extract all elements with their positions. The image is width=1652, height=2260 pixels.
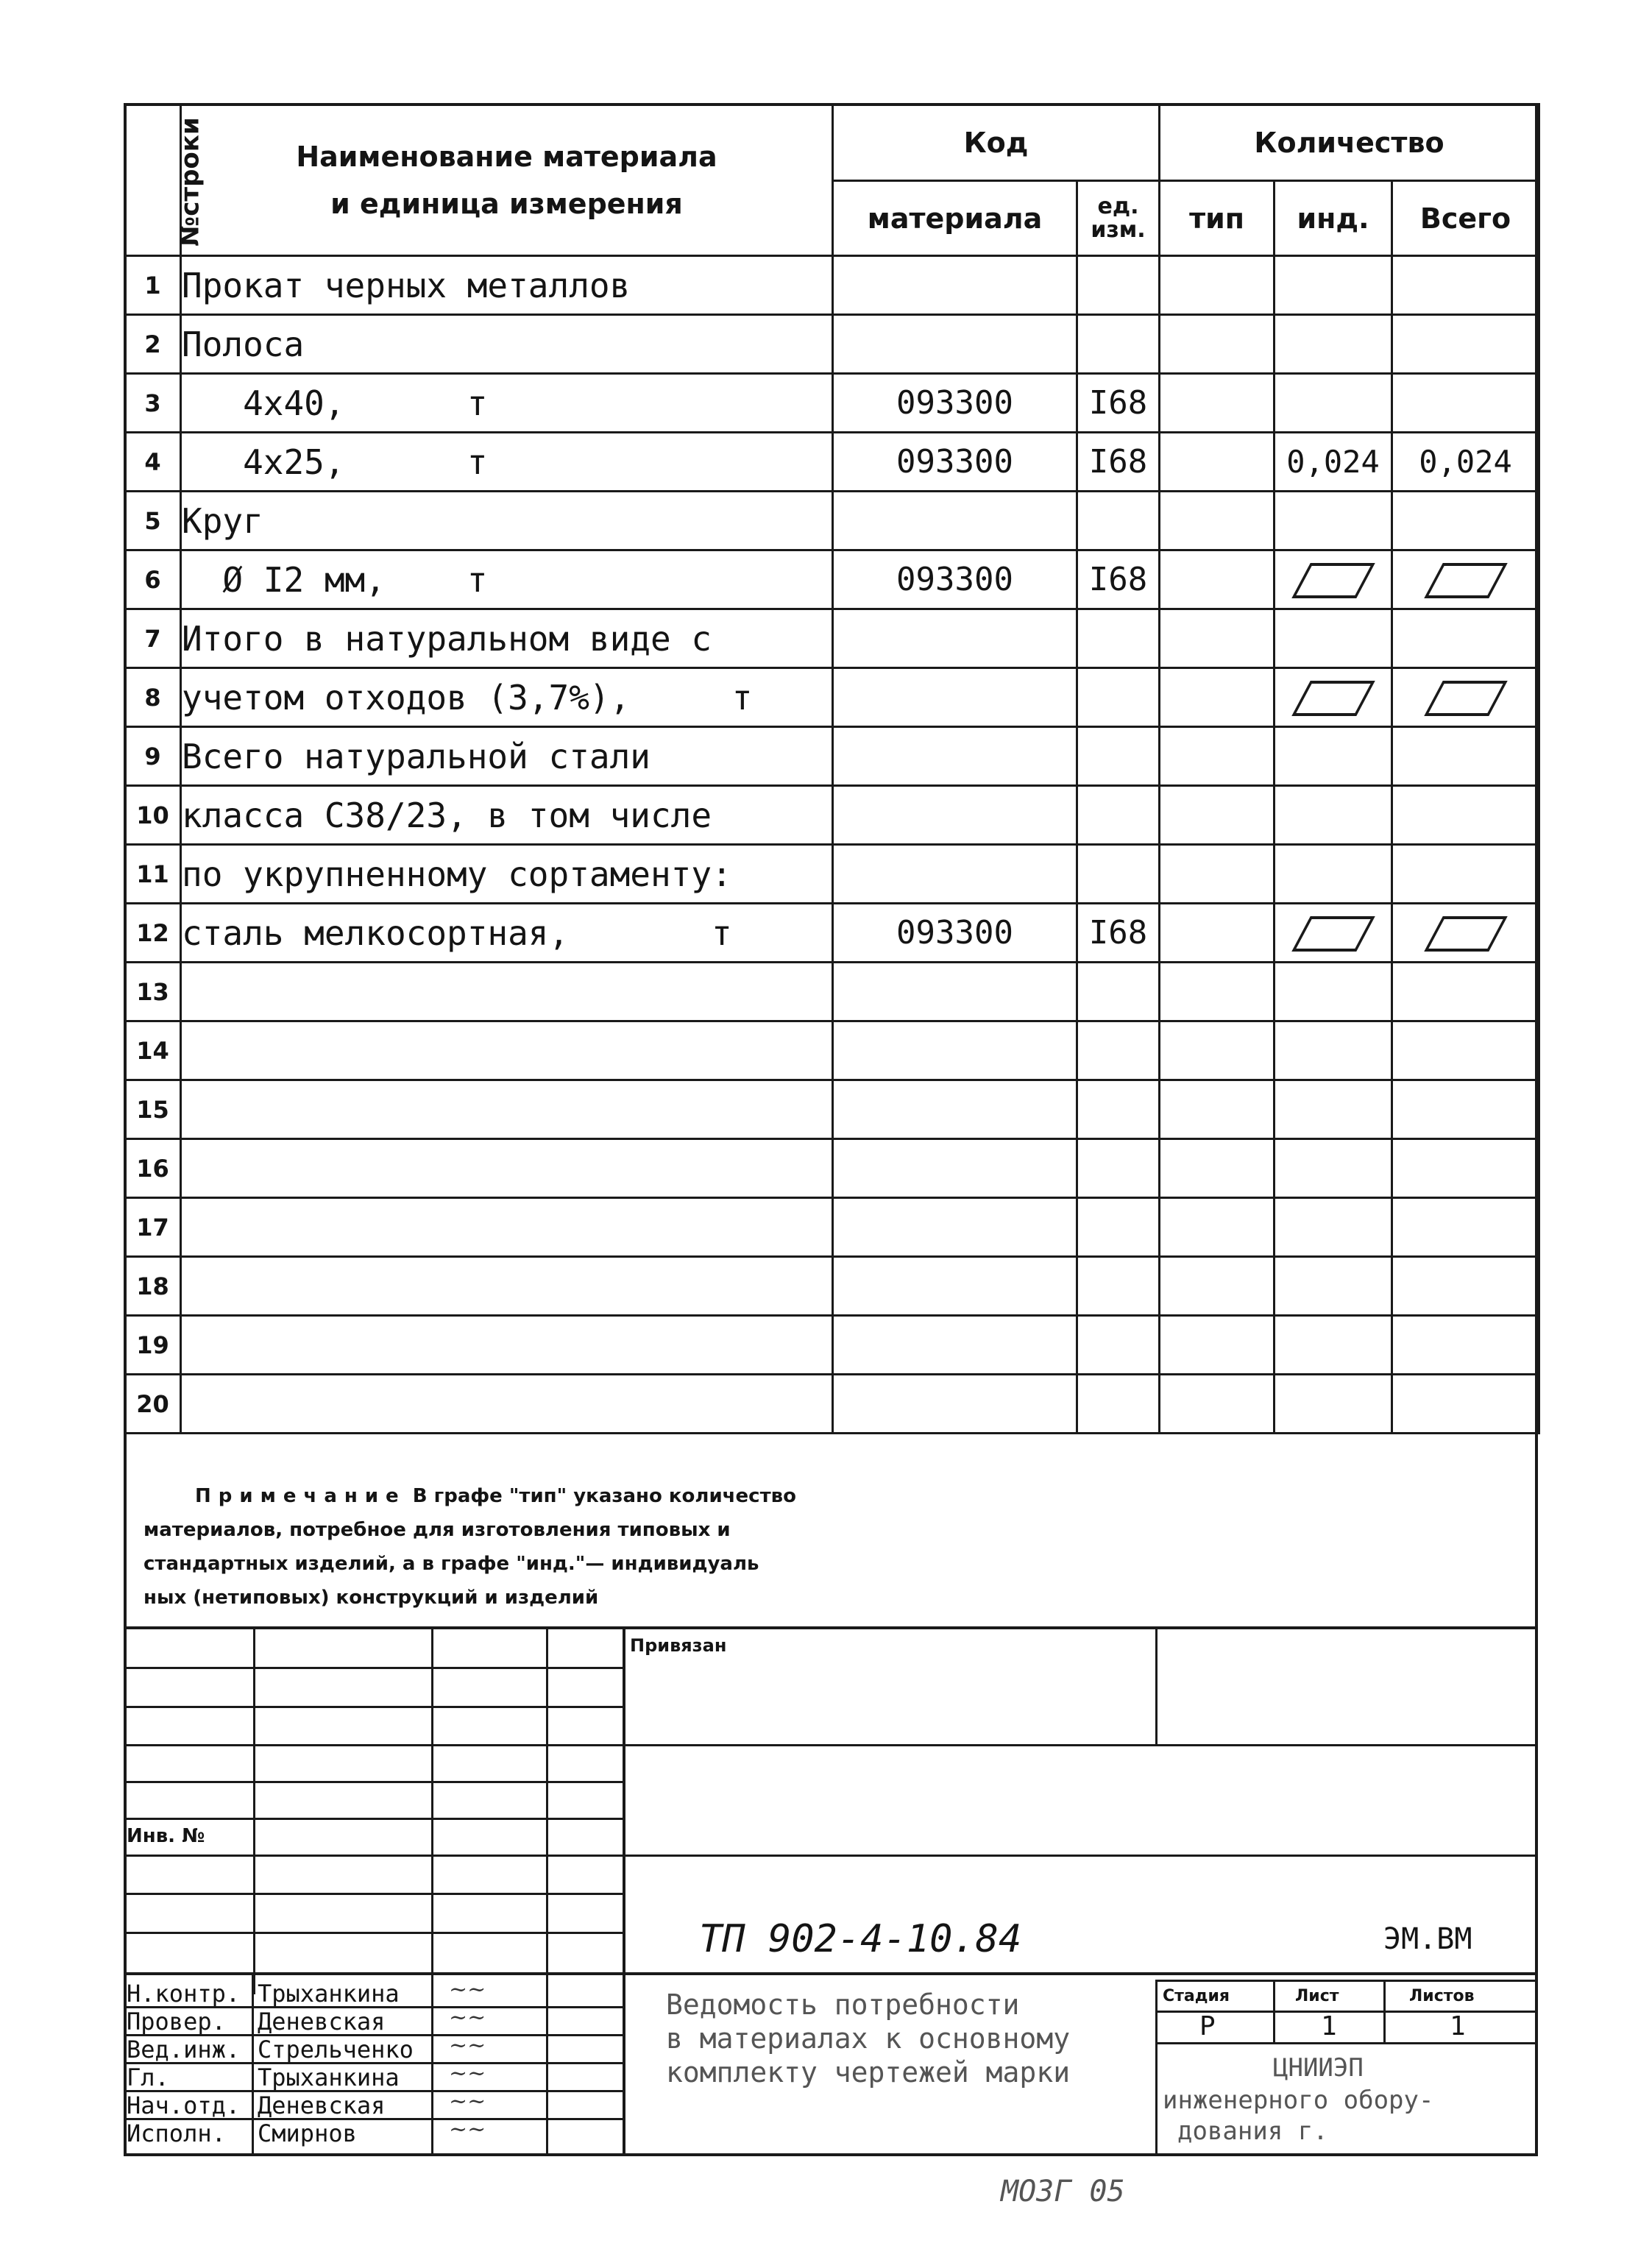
qty-total-cell xyxy=(1392,1080,1539,1139)
material-code-cell xyxy=(833,845,1077,904)
unit-code-cell xyxy=(1077,845,1160,904)
signature-name: Деневская xyxy=(258,2008,386,2036)
unit-code-cell xyxy=(1077,1139,1160,1198)
qty-ind-cell xyxy=(1275,727,1392,786)
unit-code-cell xyxy=(1077,1080,1160,1139)
row-number-cell: 4 xyxy=(125,433,181,492)
material-code-cell: 093300 xyxy=(833,550,1077,609)
material-code-cell xyxy=(833,256,1077,315)
material-code-cell xyxy=(833,963,1077,1021)
material-code-cell xyxy=(833,1198,1077,1257)
org-line2: инженерного обору- xyxy=(1163,2086,1434,2115)
title-line1: Ведомость потребности xyxy=(666,1988,1020,2021)
row-number-cell: 2 xyxy=(125,315,181,374)
qty-ind-cell xyxy=(1275,904,1392,963)
material-name-cell: учетом отходов (3,7%), т xyxy=(181,668,833,727)
material-code-cell xyxy=(833,1257,1077,1316)
qty-total-cell xyxy=(1392,904,1539,963)
material-code-cell: 093300 xyxy=(833,433,1077,492)
qty-total-cell xyxy=(1392,492,1539,550)
row-number-cell: 8 xyxy=(125,668,181,727)
qty-total-cell xyxy=(1392,1139,1539,1198)
handwritten-box-mark xyxy=(1424,681,1508,716)
material-name-cell xyxy=(181,1198,833,1257)
table-row xyxy=(125,1139,1539,1198)
signature-role: Нач.отд. xyxy=(127,2091,241,2119)
material-code-cell: 093300 xyxy=(833,904,1077,963)
row-number-cell: 11 xyxy=(125,845,181,904)
signature-scribble: ~~ xyxy=(449,2033,486,2058)
unit-code-cell: I68 xyxy=(1077,904,1160,963)
unit-code-cell xyxy=(1077,315,1160,374)
row-number-cell: 16 xyxy=(125,1139,181,1198)
org-line3: дования г. xyxy=(1177,2116,1328,2146)
material-name-cell xyxy=(181,1021,833,1080)
stage-label: Стадия xyxy=(1163,1987,1230,2005)
qty-type-cell xyxy=(1160,963,1275,1021)
qty-total-cell xyxy=(1392,1257,1539,1316)
row-number-cell: 10 xyxy=(125,786,181,845)
material-code-cell: 093300 xyxy=(833,374,1077,433)
material-name-cell: Прокат черных металлов xyxy=(181,256,833,315)
header-code: Код xyxy=(833,105,1160,181)
material-name-cell xyxy=(181,1080,833,1139)
document-code: ТП 902-4-10.84 xyxy=(699,1917,1022,1961)
material-name-cell: сталь мелкосортная, т xyxy=(181,904,833,963)
row-number-cell: 1 xyxy=(125,256,181,315)
qty-ind-cell xyxy=(1275,786,1392,845)
header-qty-total: Всего xyxy=(1392,181,1539,256)
unit-code-cell xyxy=(1077,1198,1160,1257)
row-number-cell: 12 xyxy=(125,904,181,963)
org-line1: ЦНИИЭП xyxy=(1273,2053,1364,2083)
stage-value: Р xyxy=(1199,2011,1216,2041)
qty-total-cell xyxy=(1392,374,1539,433)
material-code-cell xyxy=(833,1316,1077,1375)
qty-ind-cell xyxy=(1275,1198,1392,1257)
row-number-cell: 18 xyxy=(125,1257,181,1316)
signature-scribble: ~~ xyxy=(449,1977,486,2002)
table-row xyxy=(125,1080,1539,1139)
signature-scribble: ~~ xyxy=(449,2116,486,2142)
qty-type-cell xyxy=(1160,1021,1275,1080)
table-row xyxy=(125,727,1539,786)
note-block xyxy=(143,1479,1100,1615)
table-row xyxy=(125,1375,1539,1434)
table-row xyxy=(125,550,1539,609)
note-line3: стандартных изделий, а в графе "инд."— индивидуаль xyxy=(143,1553,759,1575)
qty-ind-cell: 0,024 xyxy=(1275,433,1392,492)
header-qty-ind: инд. xyxy=(1275,181,1392,256)
material-code-cell xyxy=(833,1080,1077,1139)
material-name-cell: Всего натуральной стали xyxy=(181,727,833,786)
qty-total-cell xyxy=(1392,1021,1539,1080)
note-line2: материалов, потребное для изготовления типовых и xyxy=(143,1519,731,1541)
signature-name: Смирнов xyxy=(258,2119,357,2147)
material-code-cell xyxy=(833,1021,1077,1080)
table-row xyxy=(125,433,1539,492)
unit-code-cell: I68 xyxy=(1077,550,1160,609)
materials-table xyxy=(124,103,1540,1434)
table-row xyxy=(125,1316,1539,1375)
signature-scribble: ~~ xyxy=(449,2005,486,2030)
material-code-cell xyxy=(833,1375,1077,1434)
qty-type-cell xyxy=(1160,1375,1275,1434)
table-row xyxy=(125,256,1539,315)
row-number-cell: 15 xyxy=(125,1080,181,1139)
material-code-cell xyxy=(833,315,1077,374)
unit-code-cell xyxy=(1077,256,1160,315)
qty-ind-cell xyxy=(1275,963,1392,1021)
table-row xyxy=(125,845,1539,904)
qty-total-cell: 0,024 xyxy=(1392,433,1539,492)
material-name-cell: Полоса xyxy=(181,315,833,374)
unit-code-cell xyxy=(1077,786,1160,845)
qty-type-cell xyxy=(1160,492,1275,550)
header-name xyxy=(181,105,833,256)
sheet-label: Лист xyxy=(1295,1987,1339,2005)
qty-total-cell xyxy=(1392,845,1539,904)
material-name-cell: Итого в натуральном виде с xyxy=(181,609,833,668)
material-name-cell xyxy=(181,1257,833,1316)
row-number-cell: 5 xyxy=(125,492,181,550)
row-number-cell: 6 xyxy=(125,550,181,609)
row-number-cell: 14 xyxy=(125,1021,181,1080)
qty-ind-cell xyxy=(1275,609,1392,668)
material-name-cell: Ø I2 мм, т xyxy=(181,550,833,609)
qty-ind-cell xyxy=(1275,668,1392,727)
note-line1: В графе "тип" указано количество xyxy=(412,1485,796,1507)
qty-type-cell xyxy=(1160,433,1275,492)
qty-type-cell xyxy=(1160,1198,1275,1257)
signature-role: Вед.инж. xyxy=(127,2036,241,2064)
table-row xyxy=(125,1021,1539,1080)
sheets-label: Листов xyxy=(1409,1987,1475,2005)
qty-ind-cell xyxy=(1275,1375,1392,1434)
sheets-value: 1 xyxy=(1450,2011,1466,2041)
qty-ind-cell xyxy=(1275,374,1392,433)
qty-total-cell xyxy=(1392,727,1539,786)
header-quantity: Количество xyxy=(1160,105,1539,181)
signature-scribble: ~~ xyxy=(449,2089,486,2114)
qty-total-cell xyxy=(1392,786,1539,845)
qty-type-cell xyxy=(1160,374,1275,433)
header-name-line1: Наименование материала xyxy=(296,140,717,173)
table-row xyxy=(125,668,1539,727)
note-lead: Примечание xyxy=(195,1485,406,1507)
qty-total-cell xyxy=(1392,1316,1539,1375)
material-code-cell xyxy=(833,668,1077,727)
qty-ind-cell xyxy=(1275,315,1392,374)
handwritten-box-mark xyxy=(1291,563,1375,598)
qty-type-cell xyxy=(1160,1316,1275,1375)
qty-type-cell xyxy=(1160,1139,1275,1198)
material-name-cell xyxy=(181,963,833,1021)
qty-total-cell xyxy=(1392,1375,1539,1434)
material-name-cell: 4х25, т xyxy=(181,433,833,492)
table-row xyxy=(125,492,1539,550)
unit-code-cell xyxy=(1077,492,1160,550)
table-row xyxy=(125,609,1539,668)
qty-type-cell xyxy=(1160,845,1275,904)
title-line2: в материалах к основному xyxy=(666,2022,1071,2055)
unit-code-cell xyxy=(1077,1021,1160,1080)
qty-total-cell xyxy=(1392,315,1539,374)
unit-code-cell xyxy=(1077,668,1160,727)
table-row xyxy=(125,1257,1539,1316)
row-number-cell: 20 xyxy=(125,1375,181,1434)
signature-role: Провер. xyxy=(127,2008,226,2036)
unit-code-cell xyxy=(1077,1316,1160,1375)
unit-code-cell xyxy=(1077,1257,1160,1316)
row-number-cell: 3 xyxy=(125,374,181,433)
qty-total-cell xyxy=(1392,1198,1539,1257)
privyazan-label: Привязан xyxy=(630,1635,727,1656)
handwritten-box-mark xyxy=(1424,916,1508,952)
material-name-cell: 4х40, т xyxy=(181,374,833,433)
material-code-cell xyxy=(833,727,1077,786)
qty-type-cell xyxy=(1160,315,1275,374)
row-number-cell: 19 xyxy=(125,1316,181,1375)
qty-ind-cell xyxy=(1275,550,1392,609)
title-line3: комплекту чертежей марки xyxy=(666,2056,1071,2089)
qty-type-cell xyxy=(1160,786,1275,845)
material-code-cell xyxy=(833,492,1077,550)
signature-name: Трыханкина xyxy=(258,1980,400,2008)
table-row xyxy=(125,904,1539,963)
header-code-unit: ед. изм. xyxy=(1077,181,1160,256)
qty-type-cell xyxy=(1160,904,1275,963)
unit-code-cell xyxy=(1077,727,1160,786)
row-number-cell: 7 xyxy=(125,609,181,668)
table-row xyxy=(125,963,1539,1021)
signature-role: Гл. xyxy=(127,2064,169,2091)
material-code-cell xyxy=(833,786,1077,845)
footer-mark: МОЗГ 05 xyxy=(1001,2175,1125,2208)
signature-role: Н.контр. xyxy=(127,1980,241,2008)
material-name-cell xyxy=(181,1139,833,1198)
unit-code-cell: I68 xyxy=(1077,374,1160,433)
material-name-cell: Круг xyxy=(181,492,833,550)
qty-type-cell xyxy=(1160,727,1275,786)
unit-code-cell xyxy=(1077,963,1160,1021)
qty-ind-cell xyxy=(1275,1257,1392,1316)
note-line4: ных (нетиповых) конструкций и изделий xyxy=(143,1587,599,1609)
header-name-line2: и единица измерения xyxy=(330,187,683,220)
qty-ind-cell xyxy=(1275,1316,1392,1375)
qty-ind-cell xyxy=(1275,1021,1392,1080)
unit-code-cell xyxy=(1077,1375,1160,1434)
sheet-code: ЭМ.ВМ xyxy=(1383,1922,1472,1956)
qty-ind-cell xyxy=(1275,492,1392,550)
material-name-cell xyxy=(181,1316,833,1375)
handwritten-box-mark xyxy=(1291,681,1375,716)
row-number-cell: 17 xyxy=(125,1198,181,1257)
qty-type-cell xyxy=(1160,609,1275,668)
qty-total-cell xyxy=(1392,963,1539,1021)
inventory-number-label: Инв. № xyxy=(127,1825,205,1847)
signature-name: Стрельченко xyxy=(258,2036,414,2064)
material-name-cell xyxy=(181,1375,833,1434)
qty-ind-cell xyxy=(1275,845,1392,904)
signature-name: Деневская xyxy=(258,2091,386,2119)
material-name-cell: по укрупненному сортаменту: xyxy=(181,845,833,904)
table-row xyxy=(125,786,1539,845)
handwritten-box-mark xyxy=(1291,916,1375,952)
qty-total-cell xyxy=(1392,550,1539,609)
qty-type-cell xyxy=(1160,1080,1275,1139)
table-row xyxy=(125,1198,1539,1257)
sheet-value: 1 xyxy=(1321,2011,1337,2041)
qty-type-cell xyxy=(1160,668,1275,727)
qty-type-cell xyxy=(1160,1257,1275,1316)
qty-total-cell xyxy=(1392,668,1539,727)
header-qty-type: тип xyxy=(1160,181,1275,256)
qty-ind-cell xyxy=(1275,1080,1392,1139)
row-number-cell: 13 xyxy=(125,963,181,1021)
material-name-cell: класса С38/23, в том числе xyxy=(181,786,833,845)
qty-type-cell xyxy=(1160,550,1275,609)
table-row xyxy=(125,374,1539,433)
table-row xyxy=(125,315,1539,374)
header-row-number: №строки xyxy=(125,105,181,256)
header-code-material: материала xyxy=(833,181,1077,256)
qty-ind-cell xyxy=(1275,1139,1392,1198)
qty-ind-cell xyxy=(1275,256,1392,315)
material-code-cell xyxy=(833,609,1077,668)
qty-total-cell xyxy=(1392,256,1539,315)
unit-code-cell: I68 xyxy=(1077,433,1160,492)
signature-name: Трыханкина xyxy=(258,2064,400,2091)
material-code-cell xyxy=(833,1139,1077,1198)
signature-role: Исполн. xyxy=(127,2119,226,2147)
signature-scribble: ~~ xyxy=(449,2061,486,2086)
row-number-cell: 9 xyxy=(125,727,181,786)
unit-code-cell xyxy=(1077,609,1160,668)
handwritten-box-mark xyxy=(1424,563,1508,598)
qty-total-cell xyxy=(1392,609,1539,668)
qty-type-cell xyxy=(1160,256,1275,315)
